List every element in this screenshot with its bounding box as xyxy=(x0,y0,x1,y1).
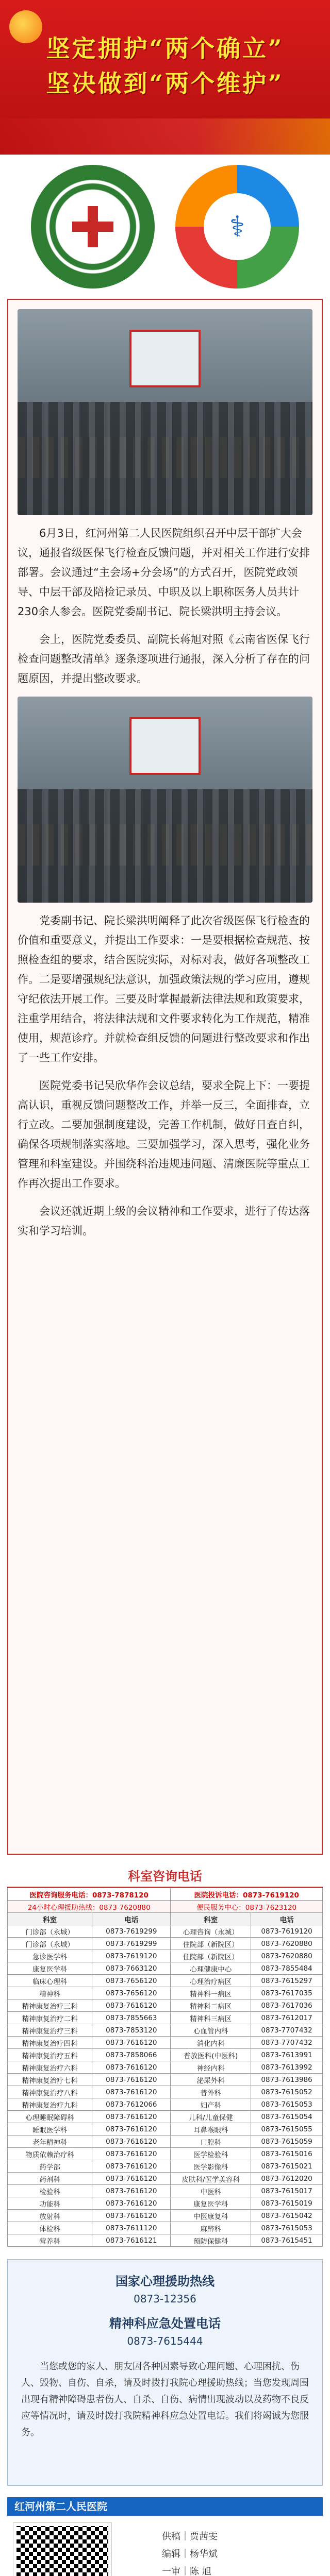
dept-name: 心理睡眠障碍科 xyxy=(8,2111,92,2123)
dept-name: 精神康复治疗五科 xyxy=(8,2049,92,2061)
dept-phone[interactable]: 0873-7616120 xyxy=(92,2210,171,2222)
dept-name: 神经内科 xyxy=(171,2061,251,2074)
dept-name: 精神康复治疗二科 xyxy=(8,2012,92,2024)
caduceus-icon: ⚕ xyxy=(229,210,245,244)
dept-phone[interactable]: 0873-7616120 xyxy=(92,2111,171,2123)
table-row xyxy=(8,2098,323,2111)
table-row xyxy=(8,2173,323,2185)
dept-name: 精神康复治疗六科 xyxy=(8,2061,92,2074)
slogan-banner xyxy=(0,0,330,155)
dept-phone[interactable]: 0873-7615053 xyxy=(251,2098,323,2111)
red-cross-icon xyxy=(72,206,113,247)
dept-phone[interactable]: 0873-7616120 xyxy=(92,1999,171,2012)
hotline-panel xyxy=(7,2259,323,2486)
dept-phone[interactable]: 0873-7616120 xyxy=(92,2086,171,2098)
dept-name: 口腔科 xyxy=(171,2136,251,2148)
dept-name: 精神康复治疗九科 xyxy=(8,2098,92,2111)
table-row xyxy=(8,2061,323,2074)
dept-phone[interactable]: 0873-7619299 xyxy=(92,1938,171,1950)
dept-name: 心血管内科 xyxy=(171,2024,251,2037)
dept-name: 泌尿外科 xyxy=(171,2074,251,2086)
dept-phone[interactable]: 0873-7616120 xyxy=(92,2037,171,2049)
logos-row xyxy=(0,155,330,299)
dept-phone[interactable]: 0873-7612017 xyxy=(251,2012,323,2024)
table-header-row xyxy=(8,1913,323,1925)
dept-name: 老年精神科 xyxy=(8,2136,92,2148)
dept-name: 中医科 xyxy=(171,2185,251,2197)
table-row xyxy=(8,2148,323,2160)
table-row xyxy=(8,1962,323,1975)
table-row xyxy=(8,1925,323,1938)
dept-phone[interactable]: 0873-7615059 xyxy=(251,2136,323,2148)
dept-phone[interactable]: 0873-7663120 xyxy=(92,1962,171,1975)
table-row xyxy=(8,2024,323,2037)
dept-name: 心理咨询（永城） xyxy=(171,1925,251,1938)
dept-phone[interactable]: 0873-7615052 xyxy=(251,2086,323,2098)
article-paragraph: 会议还就近期上级的会议精神和工作要求，进行了传达落实和学习培训。 xyxy=(18,1205,310,1237)
dept-name: 精神科二病区 xyxy=(171,1999,251,2012)
dept-phone[interactable]: 0873-7619120 xyxy=(251,1925,323,1938)
table-row xyxy=(8,2012,323,2024)
dept-name: 睡眠医学科 xyxy=(8,2123,92,2136)
credits-panel xyxy=(7,2497,323,2576)
table-row xyxy=(8,2049,323,2061)
column-header: 科室 xyxy=(171,1913,251,1925)
table-row xyxy=(8,2086,323,2098)
table-row xyxy=(8,2234,323,2247)
dept-name: 妇产科 xyxy=(171,2098,251,2111)
dept-name: 精神康复治疗三科 xyxy=(8,2024,92,2037)
dept-phone[interactable]: 0873-7617035 xyxy=(251,1987,323,1999)
meeting-photo-1 xyxy=(18,309,312,515)
dept-phone[interactable]: 0873-7853120 xyxy=(92,2024,171,2037)
contacts-title: 科室咨询电话 xyxy=(7,1866,323,1888)
dept-phone[interactable]: 0873-7656120 xyxy=(92,1987,171,1999)
banner-ribbon xyxy=(0,118,330,155)
dept-name: 精神康复治疗三科 xyxy=(8,1999,92,2012)
table-row xyxy=(8,1999,323,2012)
article-paragraph: 会上，医院党委委员、副院长蒋旭对照《云南省医保飞行检查问题整改清单》逐条逐项进行通报，深入分析了存在的问题原因，并提出整改要求。 xyxy=(18,633,310,685)
dept-name: 精神科一病区 xyxy=(171,1987,251,1999)
dept-phone[interactable]: 0873-7620880 xyxy=(251,1938,323,1950)
dept-name: 物质依赖治疗科 xyxy=(8,2148,92,2160)
emergency-title: 精神科应急处置电话 xyxy=(109,2316,221,2331)
dept-phone[interactable]: 0873-7615451 xyxy=(251,2234,323,2247)
banner-line-1: 坚定拥护“两个确立” xyxy=(46,35,284,62)
dept-name: 精神康复治疗七科 xyxy=(8,2074,92,2086)
dept-phone[interactable]: 0873-7615053 xyxy=(251,2222,323,2234)
dept-phone[interactable]: 0873-7615017 xyxy=(251,2185,323,2197)
dept-phone[interactable]: 0873-7616120 xyxy=(92,2136,171,2148)
table-row xyxy=(8,2185,323,2197)
dept-phone[interactable]: 0873-7615016 xyxy=(251,2148,323,2160)
dept-phone[interactable]: 0873-7656120 xyxy=(92,1975,171,1987)
hotline-description: 当您或您的家人、朋友因各种因素导致心理问题、心理困扰、伤人、毁物、自伤、自杀，请及时拨打我院心理援助热线；当您发现周围出现有精神障碍患者伤人、自杀、自伤、病情出现波动以及药物不良反应等情况时，请及时拨打我院精神科应急处置电话。我们将竭诚为您服务。 xyxy=(21,2361,309,2438)
table-row xyxy=(8,1975,323,1987)
dept-name: 预防保健科 xyxy=(171,2234,251,2247)
dept-phone[interactable]: 0873-7616120 xyxy=(92,2061,171,2074)
article-paragraph: 6月3日，红河州第二人民医院组织召开中层干部扩大会议，通报省级医保飞行检查反馈问题，并对相关工作进行安排部署。会议通过“主会场+分会场”的方式召开，医院党政领导、中层干部及陪检记录员、中职及以上职称医务人员共计230余人参会。医院党委副书记、院长梁洪明主持会议。 xyxy=(18,527,310,618)
article-paragraph: 医院党委书记吴欣华作会议总结，要求全院上下：一要提高认识，重视反馈问题整改工作，并举一反三，全面排查，立行立改。二要加强制度建设，完善工作机制，做好日查自纠，确保各项规制落实落地。三要加强学习，深入思考，强化业务管理和科室建设。并围绕科治违规违问题、清廉医院等重点工作再次提出工作要求。 xyxy=(18,1079,310,1190)
dept-name: 体检科 xyxy=(8,2222,92,2234)
table-row xyxy=(8,1950,323,1962)
dept-phone[interactable]: 0873-7616120 xyxy=(92,2123,171,2136)
table-row xyxy=(8,2197,323,2210)
dept-name: 心理治疗病区 xyxy=(171,1975,251,1987)
credit-line: 供稿｜贾茜雯 xyxy=(162,2531,218,2542)
dept-name: 功能科 xyxy=(8,2197,92,2210)
dept-name: 门诊部（永城） xyxy=(8,1938,92,1950)
table-row xyxy=(8,2222,323,2234)
dept-name: 麻醉科 xyxy=(171,2222,251,2234)
dept-phone[interactable]: 0873-7619120 xyxy=(92,1950,171,1962)
dept-phone[interactable]: 0873-7855663 xyxy=(92,2012,171,2024)
dept-phone[interactable]: 0873-7613986 xyxy=(251,2074,323,2086)
dept-name: 心理健康中心 xyxy=(171,1962,251,1975)
service-center-phone: 便民服务中心：0873-7623120 xyxy=(171,1901,323,1913)
meeting-photo-2 xyxy=(18,697,312,903)
dept-phone[interactable]: 0873-7707432 xyxy=(251,2024,323,2037)
dept-name: 医学检验科 xyxy=(171,2148,251,2160)
dept-phone[interactable]: 0873-7615042 xyxy=(251,2210,323,2222)
table-row xyxy=(8,2074,323,2086)
dept-name: 放射科 xyxy=(8,2210,92,2222)
dept-phone[interactable]: 0873-7613992 xyxy=(251,2061,323,2074)
dept-phone[interactable]: 0873-7615297 xyxy=(251,1975,323,1987)
dept-phone[interactable]: 0873-7616120 xyxy=(92,2185,171,2197)
dept-name: 消化内科 xyxy=(171,2037,251,2049)
dept-name: 儿科/儿童保健 xyxy=(171,2111,251,2123)
service-phone: 医院咨询服务电话：0873-7878120 xyxy=(8,1888,171,1901)
dept-phone[interactable]: 0873-7612066 xyxy=(92,2098,171,2111)
dept-phone[interactable]: 0873-7620880 xyxy=(251,1950,323,1962)
table-row xyxy=(8,2111,323,2123)
banner-line-2: 坚决做到“两个维护” xyxy=(46,70,284,97)
table-row xyxy=(8,1901,323,1913)
dept-phone[interactable]: 0873-7858066 xyxy=(92,2049,171,2061)
dept-name: 急诊医学科 xyxy=(8,1950,92,1962)
table-row xyxy=(8,2037,323,2049)
dept-phone[interactable]: 0873-7616120 xyxy=(92,2197,171,2210)
dept-name: 医学影像科 xyxy=(171,2160,251,2173)
dept-name: 中医康复科 xyxy=(171,2210,251,2222)
dept-name: 住院部（新院区） xyxy=(171,1938,251,1950)
hotline-title: 国家心理援助热线 xyxy=(116,2274,214,2289)
department-contacts xyxy=(7,1866,323,2247)
dept-phone[interactable]: 0873-7616120 xyxy=(92,2074,171,2086)
hotline-number[interactable]: 0873-12356 xyxy=(134,2293,196,2305)
dept-name: 精神科 xyxy=(8,1987,92,1999)
dept-name: 药学部 xyxy=(8,2160,92,2173)
hospital-party-logo-icon xyxy=(31,165,155,289)
dept-name: 门诊部（永城） xyxy=(8,1925,92,1938)
news-article xyxy=(7,299,323,1855)
dept-phone[interactable]: 0873-7615055 xyxy=(251,2123,323,2136)
dept-phone[interactable]: 0873-7612020 xyxy=(251,2173,323,2185)
dept-name: 精神康复治疗八科 xyxy=(8,2086,92,2098)
dept-name: 耳鼻喉眼科 xyxy=(171,2123,251,2136)
dept-phone[interactable]: 0873-7616120 xyxy=(92,2160,171,2173)
dept-name: 皮肤科/医学美容科 xyxy=(171,2173,251,2185)
column-header: 电话 xyxy=(251,1913,323,1925)
dept-phone[interactable]: 0873-7613991 xyxy=(251,2049,323,2061)
dept-name: 普放医科(中医科) xyxy=(171,2049,251,2061)
dept-phone[interactable]: 0873-7615021 xyxy=(251,2160,323,2173)
dept-phone[interactable]: 0873-7707432 xyxy=(251,2037,323,2049)
psych-hotline: 24小时心理援助热线：0873-7620880 xyxy=(8,1901,171,1913)
complaint-phone: 医院投诉电话：0873-7619120 xyxy=(171,1888,323,1901)
dept-name: 住院部（新院区） xyxy=(171,1950,251,1962)
dept-name: 精神康复治疗四科 xyxy=(8,2037,92,2049)
dept-name: 康复医学科 xyxy=(171,2197,251,2210)
column-header: 电话 xyxy=(92,1913,171,1925)
dept-name: 营养科 xyxy=(8,2234,92,2247)
dept-name: 检验科 xyxy=(8,2185,92,2197)
contacts-table xyxy=(7,1888,323,2247)
hospital-culture-logo-icon xyxy=(175,165,299,289)
dept-phone[interactable]: 0873-7855484 xyxy=(251,1962,323,1975)
banner-title xyxy=(0,31,330,101)
hospital-name-bar: 红河州第二人民医院 xyxy=(7,2497,323,2516)
dept-phone[interactable]: 0873-7611120 xyxy=(92,2222,171,2234)
dept-name: 康复医学科 xyxy=(8,1962,92,1975)
emergency-number[interactable]: 0873-7615444 xyxy=(127,2335,203,2347)
table-row xyxy=(8,1987,323,1999)
dept-phone[interactable]: 0873-7615054 xyxy=(251,2111,323,2123)
credit-line: 一审｜陈 旭 xyxy=(162,2566,211,2576)
qr-code-icon[interactable] xyxy=(13,2523,111,2576)
dept-phone[interactable]: 0873-7617036 xyxy=(251,1999,323,2012)
table-row xyxy=(8,1888,323,1901)
dept-name: 精神科三病区 xyxy=(171,2012,251,2024)
dept-name: 普外科 xyxy=(171,2086,251,2098)
dept-phone[interactable]: 0873-7615019 xyxy=(251,2197,323,2210)
column-header: 科室 xyxy=(8,1913,92,1925)
article-paragraph: 党委副书记、院长梁洪明阐释了此次省级医保飞行检查的价值和重要意义，并提出工作要求：一是要根据检查规范、按照检查组的要求，结合医院实际，对标对表，做好各项整改工作。二是要增强规纪法意识，加强政策法规的学习应用，遵规守纪依法开展工作。三要及时掌握最新法律法规和政策要求，注重学用结合，将法律法规和文件要求转化为工作规范，精准使用，规范诊疗。并就检查组反馈的问题进行整改要求和作出了一些工作安排。 xyxy=(18,914,310,1064)
dept-name: 药剂科 xyxy=(8,2173,92,2185)
dept-phone[interactable]: 0873-7616121 xyxy=(92,2234,171,2247)
table-row xyxy=(8,2123,323,2136)
credits-list xyxy=(162,2528,218,2576)
dept-phone[interactable]: 0873-7619299 xyxy=(92,1925,171,1938)
table-row xyxy=(8,2136,323,2148)
dept-phone[interactable]: 0873-7616120 xyxy=(92,2148,171,2160)
dept-phone[interactable]: 0873-7616120 xyxy=(92,2173,171,2185)
table-row xyxy=(8,1938,323,1950)
dept-name: 临床心理科 xyxy=(8,1975,92,1987)
table-row xyxy=(8,2210,323,2222)
contacts-table-body xyxy=(8,1925,323,2247)
table-row xyxy=(8,2160,323,2173)
credit-line: 编辑｜杨华斌 xyxy=(162,2549,218,2560)
